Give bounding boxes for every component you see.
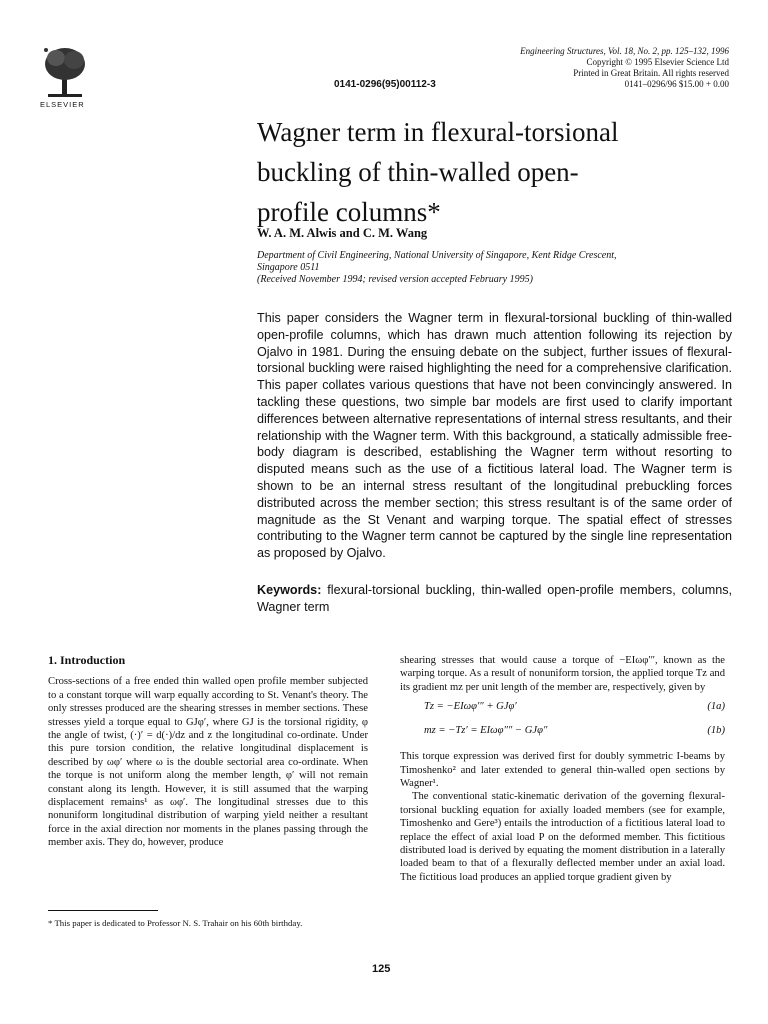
elsevier-tree-logo <box>40 44 90 99</box>
equation-body: mz = −Tz′ = EIωφ″″ − GJφ″ <box>424 725 548 737</box>
equation-number: (1a) <box>707 701 725 713</box>
keywords-list: flexural-torsional buckling, thin-walled open-profile members, columns, Wagner term <box>257 583 732 614</box>
paragraph: This torque expression was derived first for doubly symmetric I-beams by Timoshenko² and later extended to general thin-walled open sections by Wagner¹. <box>400 751 725 790</box>
issn-line: 0141–0296/96 $15.00 + 0.00 <box>624 79 729 89</box>
authors: W. A. M. Alwis and C. M. Wang <box>257 226 428 240</box>
equation-number: (1b) <box>707 725 725 737</box>
keywords-label: Keywords: <box>257 583 322 597</box>
equation-1a <box>400 700 725 718</box>
title-line: buckling of thin-walled open- <box>257 157 579 187</box>
left-column <box>48 654 368 850</box>
paragraph: The conventional static-kinematic derivation of the governing flexural-torsional buckling equation for axially loaded members (see for example, Timoshenko and Gere³) entails the introduction of a fictitious lateral load to replace the effect of axial load P on the deformed member. This fictitious distributed load is derived by equating the moment distribution in a laterally loaded beam to that of a flexurally deflected member under an axial load. The fictitious load produces an applied torque gradient given by <box>400 791 725 883</box>
page-number: 125 <box>372 963 391 975</box>
title-line: profile columns* <box>257 197 441 227</box>
section-heading: 1. Introduction <box>48 653 126 667</box>
affiliation-line: Department of Civil Engineering, National University of Singapore, Kent Ridge Crescent, <box>257 250 617 261</box>
footnote: * This paper is dedicated to Professor N. S. Trahair on his 60th birthday. <box>48 918 303 928</box>
journal-line: Engineering Structures, Vol. 18, No. 2, pp. 125–132, 1996 <box>520 46 729 56</box>
paragraph: Cross-sections of a free ended thin walled open profile member subjected to a constant torque will warp equally according to St. Venant's theory. The only stresses produced are the shearing stresses in member sections. These stresses yield a torque equal to GJφ′, where GJ is the torsional rigidity, φ the angle of twist, (·)′ = d(·)/dz and z the longitudinal co-ordinate. Under this pure torsion condition, the relative longitudinal displacement is described by ωφ′ where ω is the double sectorial area co-ordinate. When the torque is not uniform along the member length, φ′ will not remain constant along its length. However, it is still assumed that the warping displacement remains¹ as ωφ′. The longitudinal stresses due to this nonuniform longitudinal distribution of warping yield neither a resultant force in the axial direction nor moments in the planes passing through the member axis. They do, however, produce <box>48 676 368 849</box>
publication-info <box>429 46 729 90</box>
affiliation-line: Singapore 0511 <box>257 262 320 273</box>
abstract: This paper considers the Wagner term in flexural-torsional buckling of thin-walled open-profile columns, which has drawn much attention following its rejection by Ojalvo in 1981. During the ensuing debate on the subject, further issues of flexural-torsional buckling were raised highlighting the need for a comprehensive clarification. This paper collates various questions that have not been convincingly answered. In tackling these questions, two simple bar models are first used to clarify important differences between alternative representations of internal stress resultants, and their relationship with the Wagner term. With this background, a statically admissible free-body diagram is described, establishing the Wagner term without resorting to disputed means such as the use of a fictitious lateral load. The Wagner term is shown to be an internal stress resultant of the longitudinal prebuckling forces distributed across the member section; this stress resultant is of the same order of magnitude as the St Venant and warping torque. The spatial effect of stresses contributing to the Wagner term cannot be captured by the single line representation as proposed by Ojalvo. <box>257 311 732 561</box>
received-dates: (Received November 1994; revised version accepted February 1995) <box>257 274 533 285</box>
printed-line: Printed in Great Britain. All rights reserved <box>573 68 729 78</box>
affiliation <box>257 250 737 286</box>
keywords <box>257 582 732 616</box>
equation-1b <box>400 724 725 742</box>
paragraph: shearing stresses that would cause a torque of −EIωφ′″, known as the warping torque. As a result of nonuniform torsion, the applied torque Tz and its gradient mz per unit length of the member are, respectively, given by <box>400 655 725 693</box>
copyright-line: Copyright © 1995 Elsevier Science Ltd <box>586 57 729 67</box>
equation-body: Tz = −EIωφ′″ + GJφ′ <box>424 701 517 713</box>
publisher-name: ELSEVIER <box>40 100 85 109</box>
doi: 0141-0296(95)00112-3 <box>334 79 436 90</box>
article-title <box>257 112 737 232</box>
right-column <box>400 654 725 884</box>
footnote-rule <box>48 910 158 911</box>
title-line: Wagner term in flexural-torsional <box>257 117 619 147</box>
